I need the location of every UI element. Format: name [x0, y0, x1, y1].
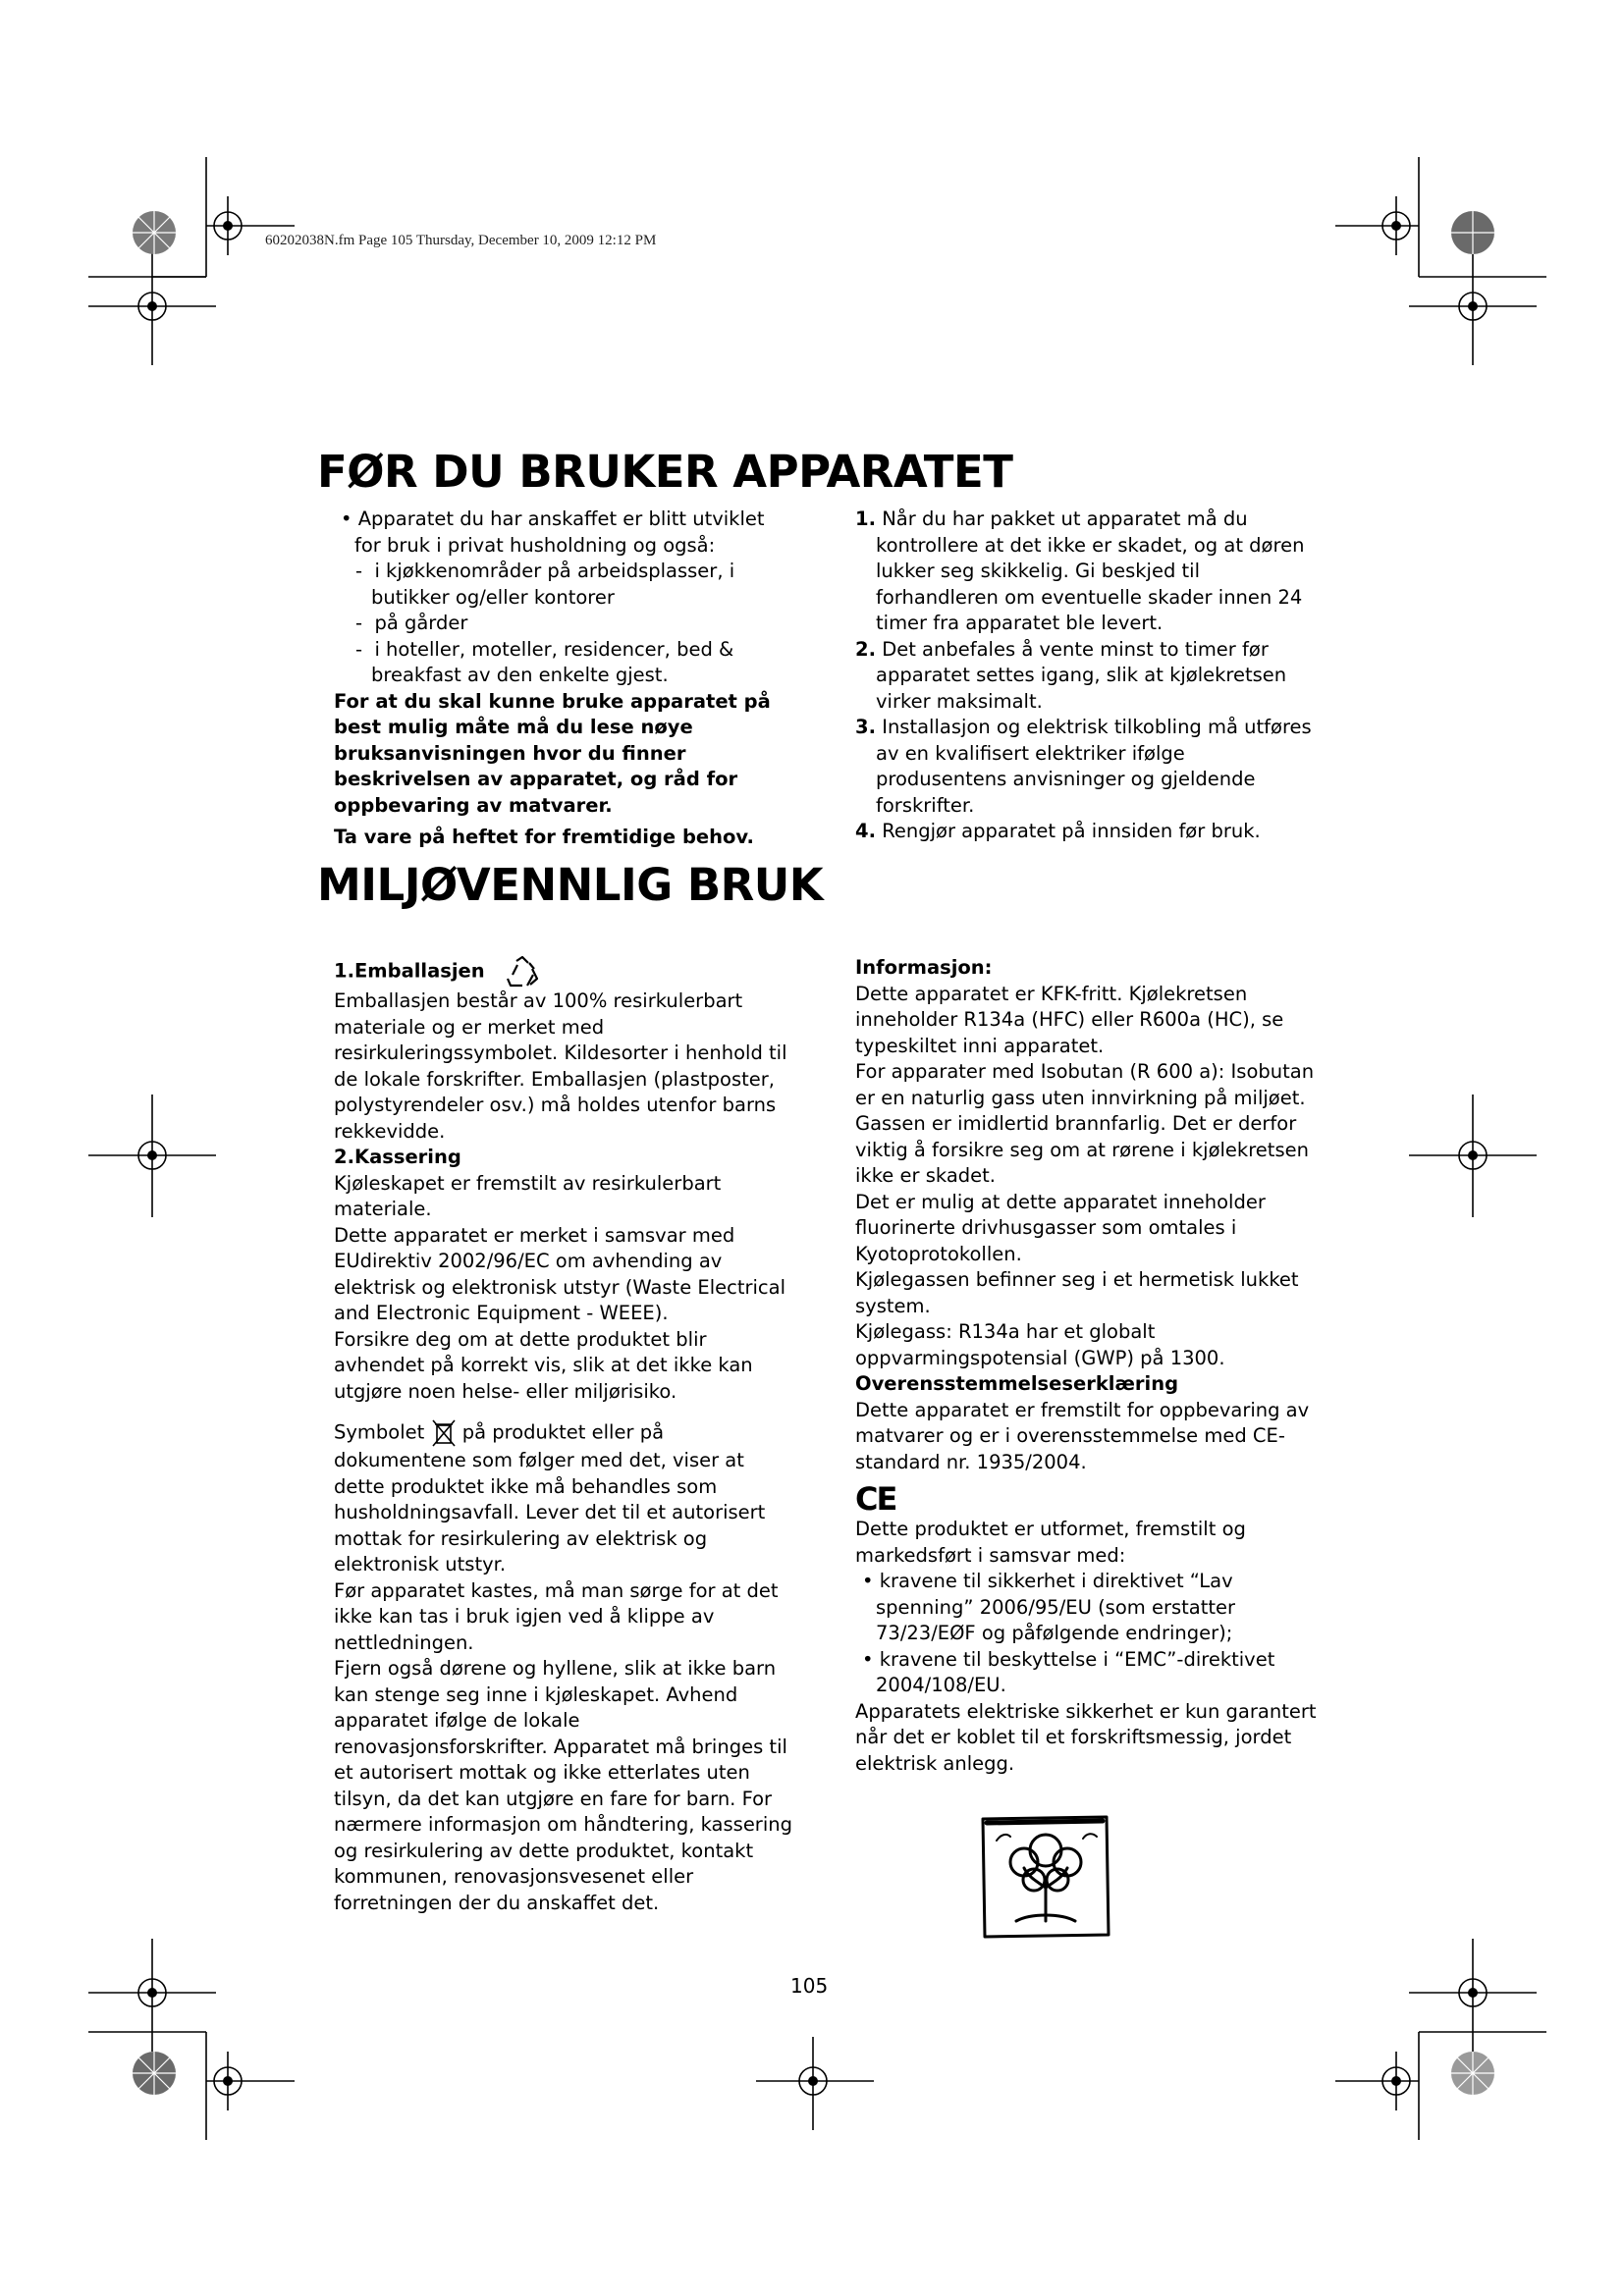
list-item: - på gårder [355, 612, 468, 634]
page-number: 105 [790, 1974, 829, 1998]
ce-paragraph: Dette produktet er utformet, fremstilt og markedsført i samsvar med: [855, 1518, 1246, 1567]
list-item: • Apparatet du har anskaffet er blitt utviklet for bruk i privat husholdning og også: [341, 507, 765, 557]
packaging-heading: 1.Emballasjen [334, 955, 795, 988]
info-paragraph-5: Kjølegass: R134a har et globalt oppvarmingspotensial (GWP) på 1300. [855, 1320, 1225, 1369]
electrical-safety-paragraph: Apparatets elektriske sikkerhet er kun garantert når det er koblet til et forskriftsmessig, jordet elektrisk anlegg. [855, 1699, 1317, 1775]
environment-left-column [334, 955, 795, 1916]
weee-symbol-paragraph: Symbolet på produktet eller på dokumentene som følger med det, viser at dette produktet ikke må behandles som husholdningsavfall. Lever det til et autorisert mottak for resirkulering av elektrisk og elektronisk utstyr. [334, 1418, 795, 1578]
disposal-heading: 2.Kassering [334, 1146, 461, 1168]
list-item: - i hoteller, moteller, residencer, bed & breakfast av den enkelte gjest. [355, 637, 734, 686]
info-paragraph-4: Kjølegassen befinner seg i et hermetisk lukket system. [855, 1268, 1299, 1317]
ce-requirements-list [855, 1569, 1317, 1699]
crossed-bin-icon [431, 1418, 457, 1448]
ce-mark: CE [855, 1480, 896, 1518]
info-paragraph-2: For apparater med Isobutan (R 600 a): Isobutan er en naturlig gass uten innvirkning på miljøet. Gassen er imidlertid brannfarlig. Det er derfor viktig å forsikre seg om at rørene i kjølekretsen ikke er skadet. [855, 1060, 1315, 1187]
conformity-paragraph: Dette apparatet er fremstilt for oppbevaring av matvarer og er i overensstemmelse med CE-standard nr. 1935/2004. [855, 1398, 1310, 1473]
recycle-icon [505, 955, 540, 988]
list-item: 2. Det anbefales å vente minst to timer før apparatet settes igang, slik at kjølekretsen virker maksimalt. [855, 637, 1287, 713]
intro-bullet: Apparatet du har anskaffet er blitt utviklet for bruk i privat husholdning og også: [354, 507, 765, 557]
environment-right-column [855, 955, 1317, 1777]
before-use-right-column [855, 507, 1317, 845]
information-heading: Informasjon: [855, 956, 993, 979]
steps-list [855, 507, 1317, 845]
packaging-paragraph: Emballasjen består av 100% resirkulerbart materiale og er merket med resirkuleringssymbolet. Kildesorter i henhold til de lokale forskrifter. Emballasjen (plastposter, polystyrendeler osv.) må holdes utenfor barns rekkevidde. [334, 989, 787, 1143]
print-header: 60202038N.fm Page 105 Thursday, December 10, 2009 12:12 PM [265, 233, 657, 248]
cut-cable-paragraph: Før apparatet kastes, må man sørge for at det ikke kan tas i bruk igjen ved å klippe av nettledningen. [334, 1578, 779, 1654]
before-use-left-column [334, 507, 795, 851]
list-item: • kravene til beskyttelse i “EMC”-direktivet 2004/108/EU. [862, 1647, 1275, 1696]
section-title-before-use: FØR DU BRUKER APPARATET [317, 446, 1013, 498]
list-item: 1. Når du har pakket ut apparatet må du kontrollere at det ikke er skadet, og at døren lukker seg skikkelig. Gi beskjed til forhandleren om eventuelle skader innen 24 timer fra apparatet ble levert. [855, 507, 1305, 634]
disposal-paragraph-1: Kjøleskapet er fremstilt av resirkulerbart materiale. [334, 1171, 722, 1220]
disposal-paragraph-3: Forsikre deg om at dette produktet blir avhendet på korrekt vis, slik at det ikke kan utgjøre noen helse- eller miljørisiko. [334, 1327, 753, 1403]
disposal-paragraph-2: Dette apparatet er merket i samsvar med EUdirektiv 2002/96/EC om avhending av elektrisk og elektronisk utstyr (Waste Electrical and Electronic Equipment - WEEE). [334, 1223, 786, 1324]
usage-sub-list [334, 559, 795, 689]
list-item: • kravene til sikkerhet i direktivet “Lav spenning” 2006/95/EU (som erstatter 73/23/EØF og påfølgende endringer); [862, 1570, 1236, 1644]
info-paragraph-1: Dette apparatet er KFK-fritt. Kjølekretsen inneholder R134a (HFC) eller R600a (HC), se typeskiltet inni apparatet. [855, 982, 1284, 1057]
intro-list [334, 507, 795, 559]
list-item: - i kjøkkenområder på arbeidsplasser, i butikker og/eller kontorer [355, 560, 735, 609]
list-item: 4. Rengjør apparatet på innsiden før bruk. [855, 820, 1261, 842]
keep-booklet-note: Ta vare på heftet for fremtidige behov. [334, 826, 754, 848]
tree-environment-icon [977, 1811, 1114, 1944]
section-title-environment: MILJØVENNLIG BRUK [317, 859, 824, 911]
read-manual-paragraph: For at du skal kunne bruke apparatet på best mulig måte må du lese nøye bruksanvisningen hvor du finner beskrivelsen av apparatet, og råd for oppbevaring av matvarer. [334, 689, 771, 817]
remove-doors-paragraph: Fjern også dørene og hyllene, slik at ikke barn kan stenge seg inne i kjøleskapet. Avhend apparatet ifølge de lokale renovasjonsforskrifter. Apparatet må bringes til et autorisert mottak og ikke etterlates uten tilsyn, da det kan utgjøre en fare for barn. For nærmere informasjon om håndtering, kassering og resirkulering av dette produktet, kontakt kommunen, renovasjonsvesenet eller forretningen der du anskaffet det. [334, 1657, 792, 1914]
list-item: 3. Installasjon og elektrisk tilkobling må utføres av en kvalifisert elektriker ifølge produsentens anvisninger og gjeldende forskrifter. [855, 716, 1312, 817]
info-paragraph-3: Det er mulig at dette apparatet inneholder fluorinerte drivhusgasser som omtales i Kyotoprotokollen. [855, 1190, 1266, 1265]
conformity-heading: Overensstemmelseserklæring [855, 1372, 1179, 1395]
